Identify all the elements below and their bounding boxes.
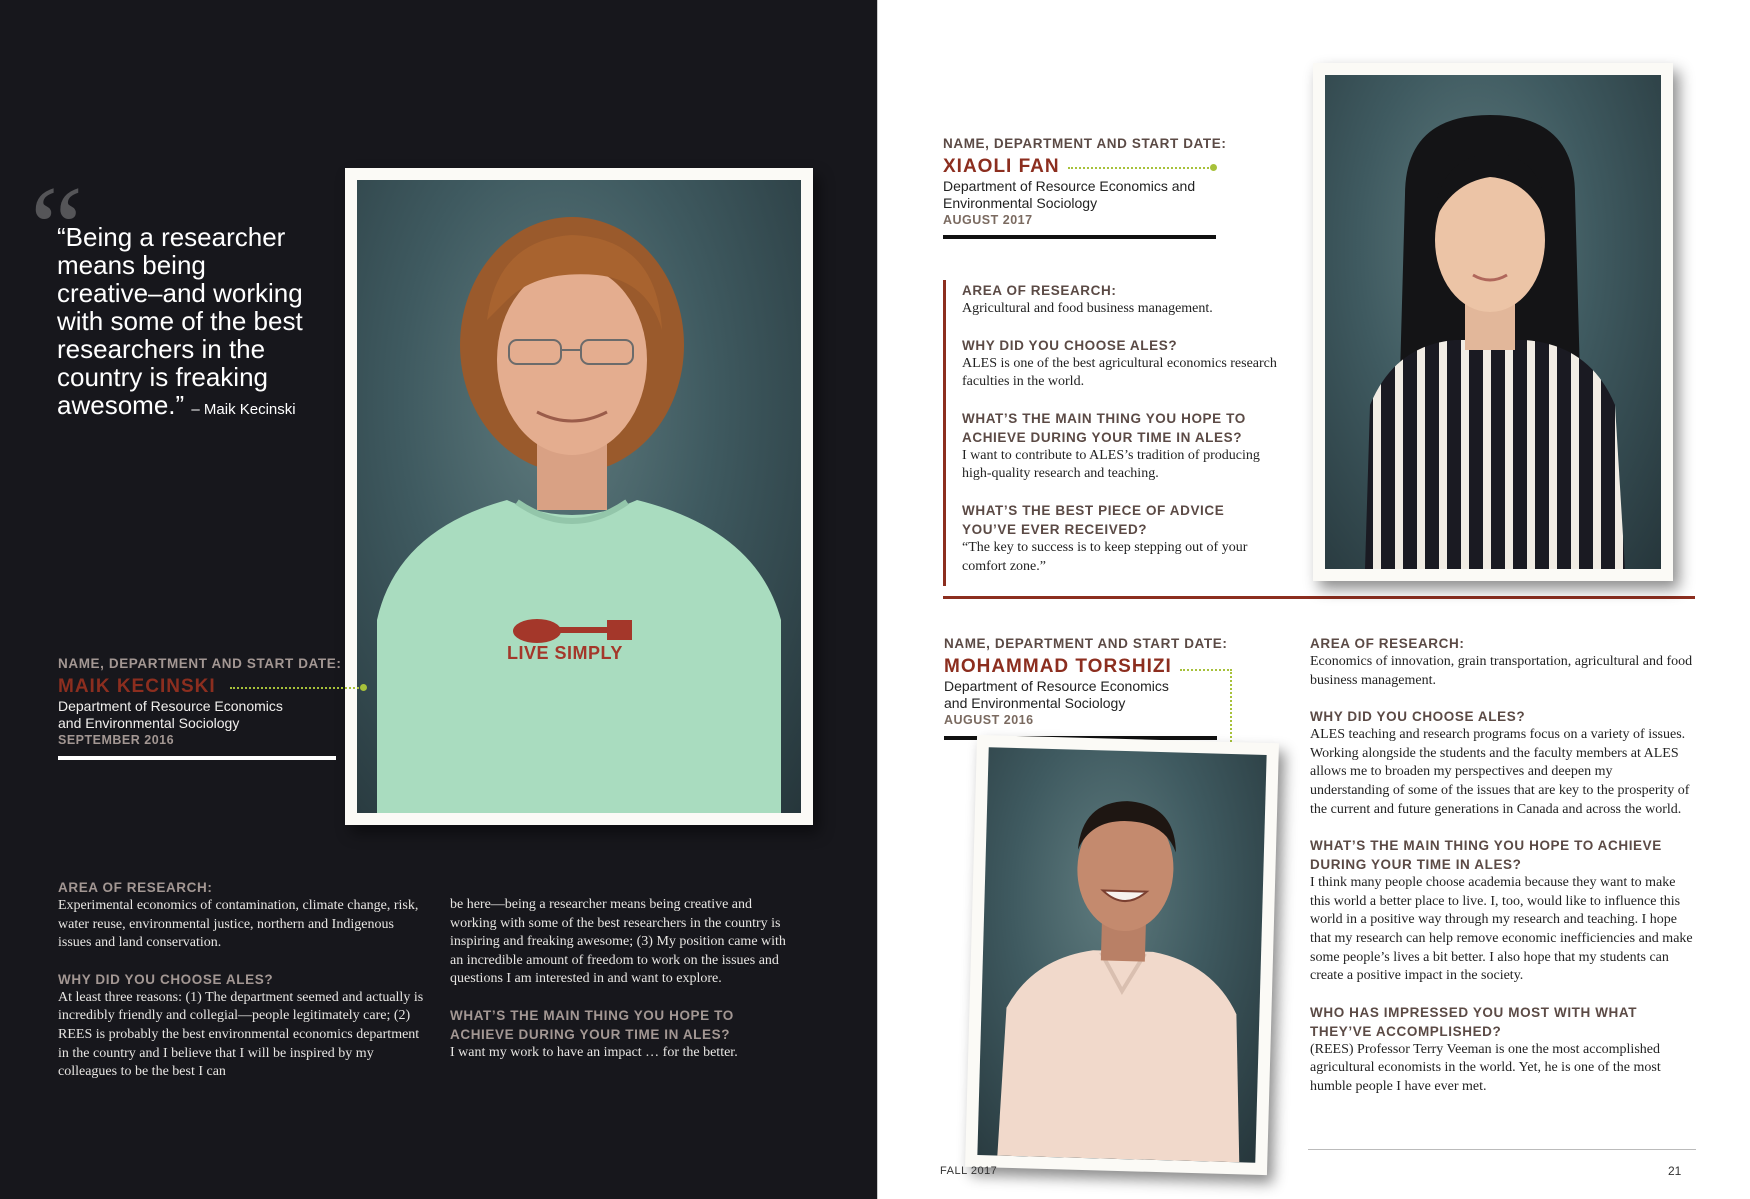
xiaoli-a-advice: “The key to success is to keep stepping out of your comfort zone.” <box>962 539 1248 574</box>
maik-dept-line2: and Environmental Sociology <box>58 715 240 731</box>
mohammad-a-why: ALES teaching and research programs focus on a variety of issues. Working alongside the students and the faculty members at ALES allows me to broaden my perspectives and deepen my understanding of some of the issues that are key to the prosperity of the current and future generations in Canada and across the world. <box>1310 727 1690 817</box>
mohammad-a-area: Economics of innovation, grain transportation, agricultural and food business management. <box>1310 654 1693 688</box>
xiaoli-qa-rule <box>943 280 946 586</box>
footer-issue: FALL 2017 <box>940 1165 998 1177</box>
right-page <box>877 0 1750 1199</box>
mohammad-name-label: NAME, DEPARTMENT AND START DATE: <box>944 636 1228 651</box>
mohammad-dept-line1: Department of Resource Economics <box>944 678 1169 694</box>
maik-underline <box>58 756 336 760</box>
maik-dept-line1: Department of Resource Economics <box>58 698 283 714</box>
xiaoli-name-label: NAME, DEPARTMENT AND START DATE: <box>943 136 1227 151</box>
maik-connector-dot <box>360 684 367 691</box>
maik-portrait <box>357 180 801 813</box>
maik-q-hope: WHAT’S THE MAIN THING YOU HOPE TO ACHIEVE DURING YOUR TIME IN ALES? <box>450 1007 734 1042</box>
xiaoli-name: XIAOLI FAN <box>943 156 1060 177</box>
xiaoli-dept-line1: Department of Resource Economics and <box>943 178 1196 194</box>
xiaoli-q-hope: WHAT’S THE MAIN THING YOU HOPE TO ACHIEVE DURING YOUR TIME IN ALES? <box>962 410 1246 445</box>
pull-quote <box>57 223 312 424</box>
mohammad-photo <box>965 735 1279 1175</box>
xiaoli-qa-bottom-rule <box>943 596 1695 599</box>
footer-rule <box>1308 1149 1696 1150</box>
xiaoli-a-area: Agricultural and food business management. <box>962 301 1213 316</box>
xiaoli-underline <box>943 235 1216 239</box>
xiaoli-dept-line2: Environmental Sociology <box>943 195 1098 211</box>
mohammad-connector <box>1180 669 1232 671</box>
xiaoli-name-block <box>943 134 1243 229</box>
mohammad-a-impressed: (REES) Professor Terry Veeman is one the most accomplished agricultural economists in the world. Yet, he is one of the most humble people I have ever met. <box>1310 1041 1661 1094</box>
xiaoli-q-why: WHY DID YOU CHOOSE ALES? <box>962 337 1178 353</box>
quote-mark: “ <box>30 161 84 294</box>
mohammad-q-hope: WHAT’S THE MAIN THING YOU HOPE TO ACHIEVE DURING YOUR TIME IN ALES? <box>1310 838 1662 873</box>
maik-q-area: AREA OF RESEARCH: <box>58 880 213 895</box>
maik-qa-col1 <box>58 878 428 1082</box>
xiaoli-portrait <box>1325 75 1661 569</box>
maik-q-why: WHY DID YOU CHOOSE ALES? <box>58 971 274 987</box>
xiaoli-connector <box>1068 167 1213 169</box>
pull-quote-attribution: – Maik Kecinski <box>191 401 296 418</box>
mohammad-a-hope: I think many people choose academia because they want to make this world a better place to live. I, too, would like to influence this world in a positive way through my research and teaching. I hope that my research can help remove economic inefficiencies and make some people’s lives a bit better. I also hope that my students can create a positive impact in the society. <box>1310 875 1693 984</box>
mohammad-q-why: WHY DID YOU CHOOSE ALES? <box>1310 709 1526 725</box>
mohammad-dept-line2: and Environmental Sociology <box>944 695 1126 711</box>
xiaoli-photo <box>1313 63 1673 581</box>
page-number: 21 <box>1668 1164 1682 1178</box>
xiaoli-a-why: ALES is one of the best agricultural economics research faculties in the world. <box>962 355 1277 390</box>
xiaoli-a-hope: I want to contribute to ALES’s tradition of producing high-quality research and teaching. <box>962 447 1260 482</box>
xiaoli-start-date: AUGUST 2017 <box>943 213 1033 227</box>
mohammad-name-block <box>944 634 1244 729</box>
mohammad-q-impressed: WHO HAS IMPRESSED YOU MOST WITH WHAT THEY’VE ACCOMPLISHED? <box>1310 1004 1638 1039</box>
maik-a-hope: I want my work to have an impact … for the better. <box>450 1044 738 1060</box>
mohammad-qa <box>1310 634 1695 1097</box>
maik-name-block <box>58 654 343 749</box>
mohammad-start-date: AUGUST 2016 <box>944 713 1034 727</box>
mohammad-q-area: AREA OF RESEARCH: <box>1310 636 1465 651</box>
shirt-text: LIVE SIMPLY <box>507 643 623 663</box>
maik-name-label: NAME, DEPARTMENT AND START DATE: <box>58 656 342 671</box>
xiaoli-qa <box>962 281 1282 576</box>
pull-quote-text: “Being a researcher means being creative–and working with some of the best researchers in the country is freaking awesome.” <box>57 222 303 420</box>
mohammad-name: MOHAMMAD TORSHIZI <box>944 656 1172 677</box>
xiaoli-q-advice: WHAT’S THE BEST PIECE OF ADVICE YOU’VE EVER RECEIVED? <box>962 502 1225 537</box>
maik-start-date: SEPTEMBER 2016 <box>58 733 175 747</box>
maik-name: MAIK KECINSKI <box>58 676 216 697</box>
maik-a-why-part2: be here—being a researcher means being creative and working with some of the best researchers in the country is inspiring and freaking awesome; (3) My position came with an incredible amount of freedom to work on the issues and questions I am interested in and want to explore. <box>450 897 786 987</box>
maik-connector <box>230 687 363 689</box>
xiaoli-connector-dot <box>1210 164 1217 171</box>
maik-a-area: Experimental economics of contamination, climate change, risk, water reuse, environmental justice, northern and Indigenous issues and land conservation. <box>58 898 419 951</box>
maik-qa-col2 <box>450 896 800 1063</box>
mohammad-portrait <box>977 747 1266 1163</box>
xiaoli-q-area: AREA OF RESEARCH: <box>962 283 1117 298</box>
maik-a-why-part1: At least three reasons: (1) The department seemed and actually is incredibly friendly and collegial—people legitimately care; (2) REES is probably the best environmental economics department in the country and I believe that I will be inspired by my colleagues to be the best I can <box>58 989 424 1080</box>
maik-photo <box>345 168 813 825</box>
